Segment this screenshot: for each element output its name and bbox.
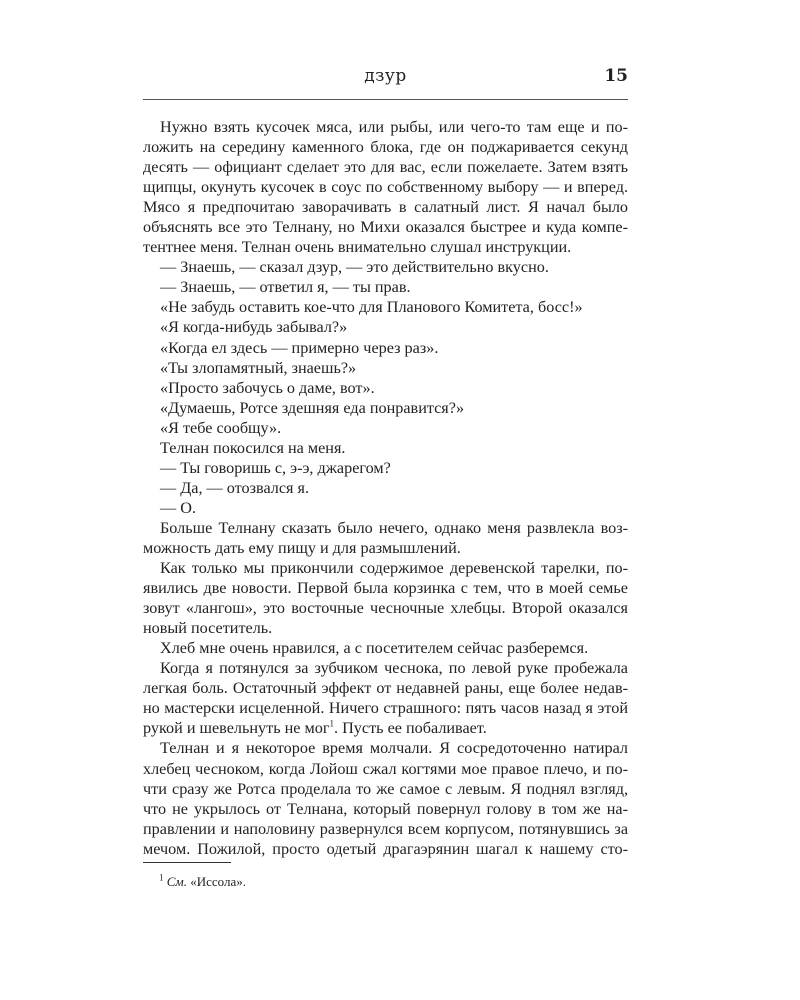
text-line (143, 398, 628, 418)
line-text: Телнан покосился на меня. (160, 438, 346, 457)
line-text: явились две новости. Первой была корзинка с тем, что в моей семье (143, 579, 628, 598)
line-text: ложить на середину каменного блока, где он поджаривается секунд (143, 138, 628, 157)
text-line (143, 317, 628, 337)
line-text: можность дать ему пищу и для размышлений. (143, 538, 461, 557)
page-number: 15 (604, 66, 628, 86)
line-text: что не укрылось от Телнана, который повернул голову в том же на- (143, 799, 628, 818)
line-text: — О. (160, 498, 196, 517)
line-text: но мастерски исцеленной. Ничего страшного: пять часов назад я этой (143, 699, 628, 718)
line-text: — Знаешь, — ответил я, — ты прав. (160, 278, 411, 297)
text-line (143, 738, 628, 758)
footnote-mark: 1 (159, 872, 164, 883)
text-line (143, 638, 628, 658)
running-title: дзур (364, 66, 407, 86)
text-line (143, 117, 628, 137)
line-text: «Я когда-нибудь забывал?» (160, 318, 348, 337)
line-text: Когда я потянулся за зубчиком чеснока, по левой руке пробежала (160, 659, 628, 678)
text-line (143, 277, 628, 297)
text-line (143, 538, 628, 558)
line-text: чти сразу же Ротса проделала то же самое с левым. Я поднял взгляд, (143, 779, 628, 798)
body-text (143, 117, 628, 859)
text-line (143, 779, 628, 799)
text-line (143, 518, 628, 538)
line-text: Хлеб мне очень нравился, а с посетителем сейчас разберемся. (160, 639, 589, 658)
text-line (143, 418, 628, 438)
footnote-reference: 1 (329, 719, 335, 730)
text-line (143, 177, 628, 197)
line-text: зовут «лангош», это восточные чесночные хлебцы. Второй оказался (143, 599, 628, 618)
line-text: правлении и наполовину развернулся всем корпусом, потянувшись за (143, 819, 628, 838)
footnote (159, 874, 246, 890)
text-line (143, 558, 628, 578)
text-line (143, 197, 628, 217)
text-line (143, 819, 628, 839)
text-line (143, 257, 628, 277)
text-line (143, 618, 628, 638)
line-text: — Знаешь, — сказал дзур, — это действительно вкусно. (160, 258, 549, 277)
line-text: мечом. Пожилой, просто одетый драгаэрянин шагал к нашему сто- (143, 839, 628, 858)
line-text: Нужно взять кусочек мяса, или рыбы, или чего-то там еще и по- (160, 118, 628, 136)
header-rule (143, 99, 628, 100)
line-text: объяснять все это Телнану, но Михи оказался быстрее и куда компе- (143, 218, 628, 237)
line-text: «Я тебе сообщу». (160, 418, 282, 437)
line-text: Мясо я предпочитаю заворачивать в салатный лист. Я начал было (143, 198, 628, 217)
line-text: «Ты злопамятный, знаешь?» (160, 358, 357, 377)
line-text: щипцы, окунуть кусочек в соус по собственному выбору — и вперед. (143, 178, 628, 197)
running-header (143, 66, 628, 92)
text-line (143, 378, 628, 398)
text-line (143, 718, 628, 738)
text-line (143, 458, 628, 478)
text-line (143, 237, 628, 257)
text-line (143, 678, 628, 698)
line-text: «Думаешь, Ротсе здешняя еда понравится?» (160, 398, 465, 417)
text-line (143, 598, 628, 618)
footnote-text: «Иссола». (190, 874, 246, 889)
line-text: — Да, — отозвался я. (160, 478, 310, 497)
line-text: — Ты говоришь с, э-э, джарегом? (160, 458, 391, 477)
text-line (143, 498, 628, 518)
line-text: тентнее меня. Телнан очень внимательно слушал инструкции. (143, 238, 572, 257)
line-text: . Пусть ее побаливает. (334, 719, 487, 738)
text-line (143, 297, 628, 317)
text-line (143, 839, 628, 859)
line-text: рукой и шевельнуть не мог (143, 719, 330, 738)
text-line (143, 137, 628, 157)
line-text: «Не забудь оставить кое-что для Планового Комитета, босс!» (160, 298, 583, 317)
text-line (143, 578, 628, 598)
footnote-ref: См. (166, 874, 187, 889)
line-text: новый посетитель. (143, 619, 273, 638)
text-line (143, 217, 628, 237)
text-line (143, 698, 628, 718)
text-line (143, 157, 628, 177)
text-line (143, 338, 628, 358)
line-text: «Просто забочусь о даме, вот». (160, 378, 375, 397)
footnote-rule (143, 862, 231, 863)
line-text: «Когда ел здесь — примерно через раз». (160, 338, 439, 357)
text-line (143, 799, 628, 819)
line-text: десять — официант сделает это для вас, если пожелаете. Затем взять (143, 158, 628, 177)
line-text: Больше Телнану сказать было нечего, однако меня развлекла воз- (160, 518, 628, 537)
text-line (143, 478, 628, 498)
text-line (143, 358, 628, 378)
text-line (143, 658, 628, 678)
line-text: Как только мы прикончили содержимое деревенской тарелки, по- (160, 559, 628, 578)
text-line (143, 438, 628, 458)
line-text: хлебец чесноком, когда Лойош сжал когтями мое правое плечо, и по- (143, 759, 628, 778)
line-text: Телнан и я некоторое время молчали. Я сосредоточенно натирал (160, 739, 628, 758)
text-line (143, 759, 628, 779)
line-text: легкая боль. Остаточный эффект от недавней раны, еще более недав- (143, 679, 628, 698)
